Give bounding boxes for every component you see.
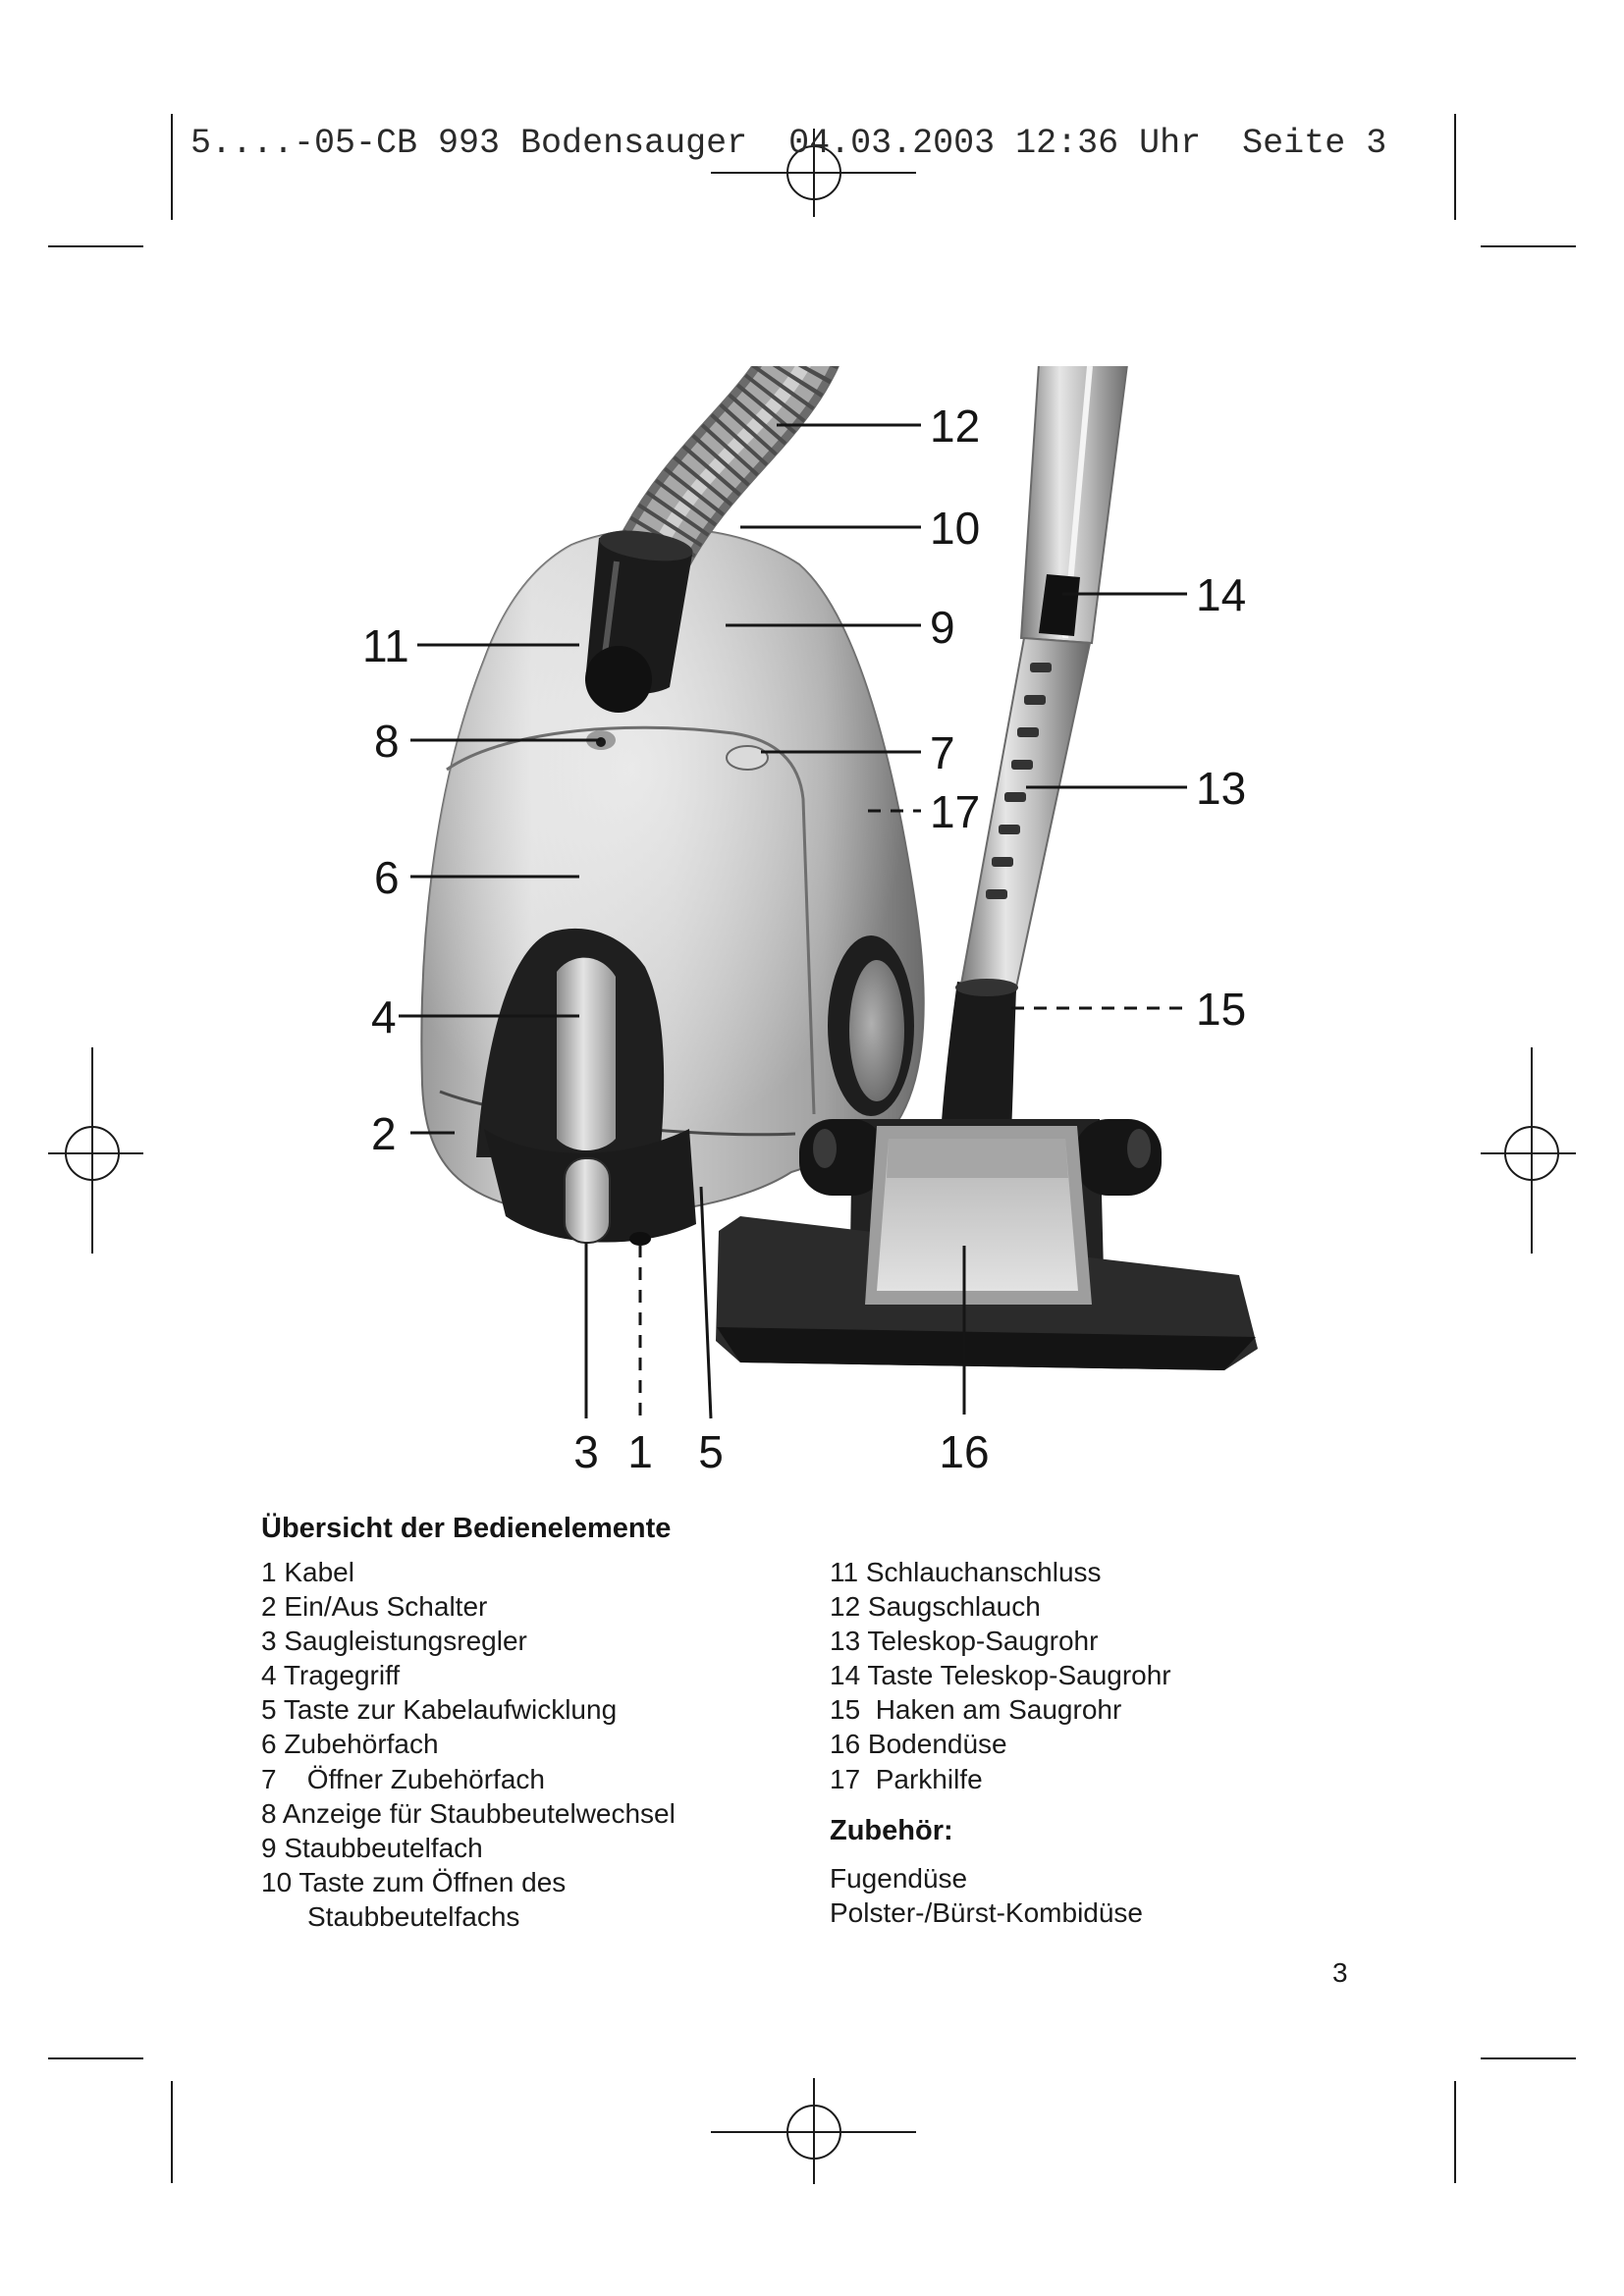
list-item: 9 Staubbeutelfach	[261, 1832, 483, 1863]
accessories-heading: Zubehör:	[830, 1815, 953, 1846]
callout-4: 4	[371, 991, 397, 1042]
callout-13: 13	[1196, 763, 1247, 814]
list-item: 17 Parkhilfe	[830, 1763, 983, 1794]
nozzle-wheel-left	[799, 1119, 886, 1196]
suction-hose	[652, 324, 821, 557]
controls-list-right	[830, 1555, 1171, 1796]
controls-list-left	[261, 1555, 676, 1934]
suction-regulator-knob	[565, 1158, 610, 1243]
list-item: 1 Kabel	[261, 1557, 354, 1587]
callout-2: 2	[371, 1108, 397, 1159]
accessories-list	[830, 1861, 1143, 1930]
list-item-continuation: Staubbeutelfachs	[307, 1900, 520, 1932]
callout-8: 8	[374, 716, 400, 767]
list-item: Fugendüse	[830, 1863, 968, 1894]
callout-14: 14	[1196, 569, 1247, 620]
callout-7: 7	[930, 727, 955, 778]
list-item: Polster-/Bürst-Kombidüse	[830, 1897, 1144, 1929]
callout-10: 10	[930, 503, 981, 554]
callout-17: 17	[930, 786, 981, 837]
callout-16: 16	[939, 1426, 990, 1477]
callout-11: 11	[362, 620, 409, 671]
carry-handle	[557, 958, 616, 1150]
list-item: 13 Teleskop-Saugrohr	[830, 1626, 1099, 1657]
list-item: 3 Saugleistungsregler	[261, 1626, 527, 1657]
registration-mark-left	[48, 1047, 143, 1254]
callout-5: 5	[698, 1426, 724, 1477]
telescopic-tube	[960, 334, 1131, 996]
cable-exit	[629, 1232, 651, 1246]
list-item: 6 Zubehörfach	[261, 1729, 439, 1760]
vacuum-cleaner-photo	[421, 324, 1258, 1370]
list-item: 12 Saugschlauch	[830, 1591, 1041, 1623]
list-item: 5 Taste zur Kabelaufwicklung	[261, 1694, 618, 1726]
callout-3: 3	[573, 1426, 599, 1477]
tube-hook-connector	[941, 979, 1018, 1134]
list-item: 11 Schlauchanschluss	[830, 1557, 1102, 1587]
callout-12: 12	[930, 400, 981, 452]
callout-6: 6	[374, 852, 400, 903]
list-item: 7 Öffner Zubehörfach	[261, 1763, 545, 1794]
list-item: 16 Bodendüse	[830, 1729, 1007, 1760]
compartment-opener-button	[727, 746, 768, 770]
page-number: 3	[1332, 1957, 1348, 1988]
callout-15: 15	[1196, 984, 1247, 1035]
registration-mark-right	[1481, 1047, 1576, 1254]
list-item: 4 Tragegriff	[261, 1660, 401, 1691]
callout-1: 1	[627, 1426, 653, 1477]
list-item: 14 Taste Teleskop-Saugrohr	[830, 1660, 1171, 1691]
registration-mark-bottom	[711, 2078, 916, 2184]
list-item: 2 Ein/Aus Schalter	[261, 1591, 488, 1623]
print-slug-header: 5....-05-CB 993 Bodensauger 04.03.2003 12:36 Uhr Seite 3	[190, 124, 1387, 163]
list-item: 10 Taste zum Öffnen des	[261, 1866, 567, 1897]
list-item: 8 Anzeige für Staubbeutelwechsel	[261, 1797, 676, 1829]
list-item: 15 Haken am Saugrohr	[830, 1694, 1122, 1726]
overview-heading: Übersicht der Bedienelemente	[261, 1513, 672, 1544]
callout-9: 9	[930, 602, 955, 653]
leader-5	[701, 1187, 711, 1418]
